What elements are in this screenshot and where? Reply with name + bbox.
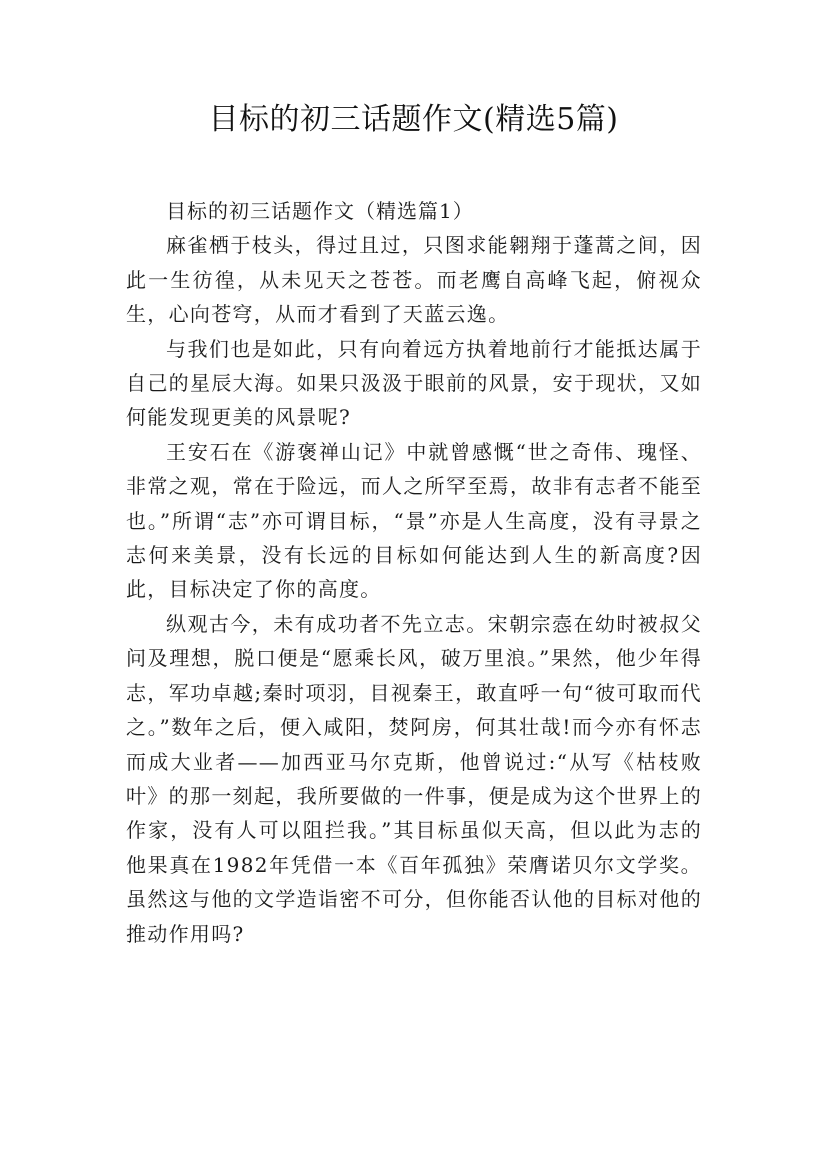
paragraph-sparrow-eagle: 麻雀栖于枝头，得过且过，只图求能翱翔于蓬蒿之间，因此一生彷徨，从未见天之苍苍。而老鹰自高峰飞起，俯视众生，心向苍穹，从而才看到了天蓝云逸。 bbox=[126, 233, 702, 327]
paragraph-stars-sea: 与我们也是如此，只有向着远方执着地前行才能抵达属于自己的星辰大海。如果只汲汲于眼前的风景，安于现状，又如何能发现更美的风景呢? bbox=[126, 336, 702, 430]
document-title: 目标的初三话题作文(精选5篇) bbox=[208, 102, 619, 137]
document-body bbox=[126, 194, 702, 951]
paragraph-wang-anshi: 王安石在《游褒禅山记》中就曾感慨“世之奇伟、瑰怪、非常之观，常在于险远，而人之所罕至焉，故非有志者不能至也。”所谓“志”亦可谓目标，“景”亦是人生高度，没有寻景之志何来美景，没有长远的目标如何能达到人生的新高度?因此，目标决定了你的高度。 bbox=[126, 439, 702, 602]
section-heading: 目标的初三话题作文（精选篇1） bbox=[166, 199, 474, 223]
paragraph-ancient-examples: 纵观古今，未有成功者不先立志。宋朝宗悫在幼时被叔父问及理想，脱口便是“愿乘长风，破万里浪。”果然，他少年得志，军功卓越;秦时项羽，目视秦王，敢直呼一句“彼可取而代之。”数年之后，便入咸阳，焚阿房，何其壮哉!而今亦有怀志而成大业者——加西亚马尔克斯，他曾说过:“从写《枯枝败叶》的那一刻起，我所要做的一件事，便是成为这个世界上的作家，没有人可以阻拦我。”其目标虽似天高，但以此为志的他果真在1982年凭借一本《百年孤独》荣膺诺贝尔文学奖。虽然这与他的文学造诣密不可分，但你能否认他的目标对他的推动作用吗? bbox=[126, 611, 702, 946]
